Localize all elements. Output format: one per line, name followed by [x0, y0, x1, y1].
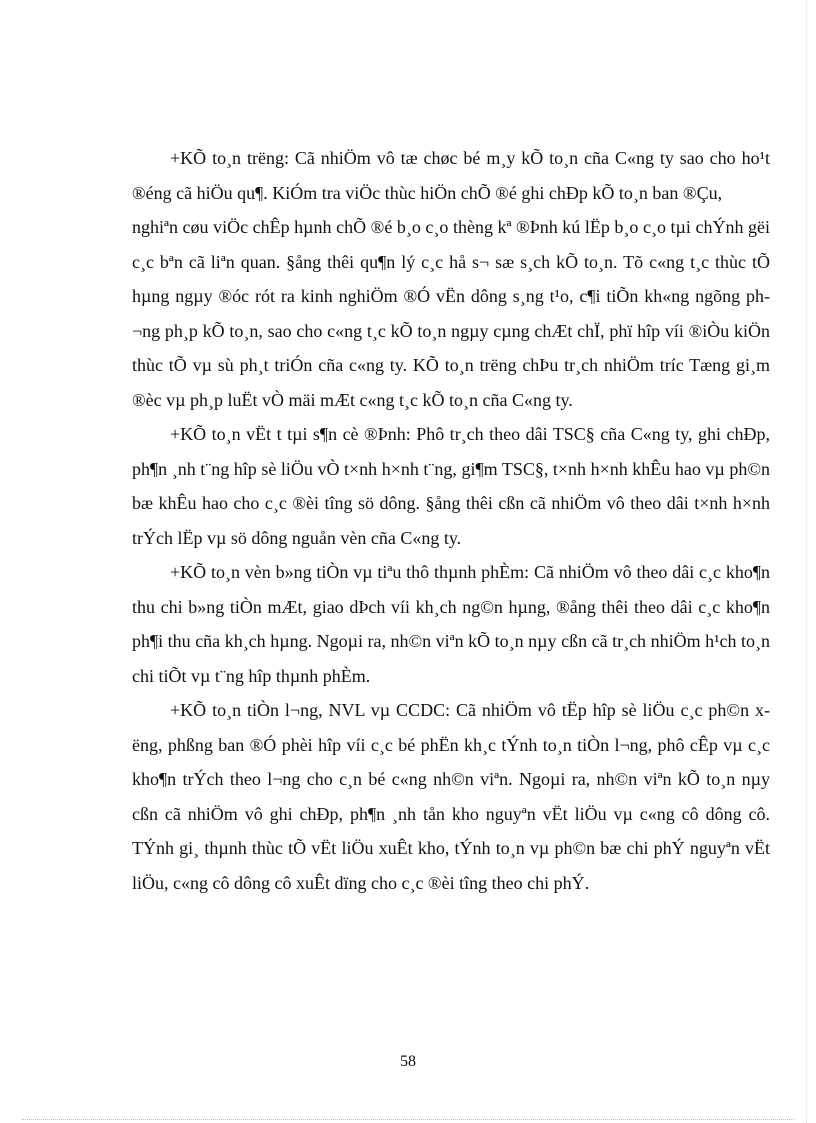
paragraph-payroll-materials-accountant: +KÕ to¸n tiÒn l¬ng, NVL vµ CCDC: Cã nhiÖm vô tËp hîp sè liÖu c¸c ph©n xëng, phßng ban ®Ó phèi hîp víi c¸c bé phËn kh¸c tÝnh to¸n tiÒn l¬ng, phô cÊp vµ c¸c kho¶n trÝch theo l¬ng cho c¸n bé c«ng nh©n viªn. Ngoµi ra, nh©n viªn kÕ to¸n nµy cßn cã nhiÖm vô ghi chÐp, ph¶n ¸nh tån kho nguyªn vËt liÖu vµ c«ng cô dông cô. TÝnh gi¸ thµnh thùc tÕ vËt liÖu xuÊt kho, tÝnh to¸n vµ ph©n bæ chi phÝ nguyªn vËt liÖu, c«ng cô dông cô xuÊt dïng cho c¸c ®èi tîng theo chi phÝ.	[132, 700, 770, 893]
paragraph-fixed-assets-accountant: +KÕ to¸n vËt t tµi s¶n cè ®Þnh: Phô tr¸ch theo dâi TSC§ cña C«ng ty, ghi chÐp, ph¶n ¸nh t¨ng hîp sè liÖu vÒ t×nh h×nh t¨ng, gi¶m TSC§, t×nh h×nh khÊu hao vµ ph©n bæ khÊu hao cho c¸c ®èi tîng sö dông. §ång thêi cßn cã nhiÖm vô theo dâi t×nh h×nh trÝch lËp vµ sö dông nguån vèn cña C«ng ty.	[132, 424, 770, 548]
page-number: 58	[400, 1053, 416, 1070]
body-text	[132, 141, 770, 900]
page-bottom-rule	[22, 1119, 794, 1120]
page-edge-rule	[806, 0, 807, 1123]
paragraph-chief-accountant: +KÕ to¸n trëng: Cã nhiÖm vô tæ chøc bé m¸y kÕ to¸n cña C«ng ty sao cho ho¹t ®éng cã hiÖu qu¶. KiÓm tra viÖc thùc hiÖn chÕ ®é ghi chÐp kÕ to¸n ban ®Çu,	[132, 148, 770, 203]
paragraph-chief-accountant-continued: nghiªn cøu viÖc chÊp hµnh chÕ ®é b¸o c¸o thèng kª ®Þnh kú lËp b¸o c¸o tµi chÝnh gëi c¸c bªn cã liªn quan. §ång thêi qu¶n lý c¸c hå s¬ sæ s¸ch kÕ to¸n. Tõ c«ng t¸c thùc tÕ hµng ngµy ®óc rót ra kinh nghiÖm ®Ó vËn dông s¸ng t¹o, c¶i tiÕn kh«ng ngõng ph¬ng ph¸p kÕ to¸n, sao cho c«ng t¸c kÕ to¸n ngµy cµng chÆt chÏ, phï hîp víi ®iÒu kiÖn thùc tÕ vµ sù ph¸t triÓn cña c«ng ty. KÕ to¸n trëng chÞu tr¸ch nhiÖm tríc Tæng gi¸m ®èc vµ ph¸p luËt vÒ mäi mÆt c«ng t¸c kÕ to¸n cña C«ng ty.	[132, 217, 770, 410]
paragraph-cash-sales-accountant: +KÕ to¸n vèn b»ng tiÒn vµ tiªu thô thµnh phÈm: Cã nhiÖm vô theo dâi c¸c kho¶n thu chi b»ng tiÒn mÆt, giao dÞch víi kh¸ch ng©n hµng, ®ång thêi theo dâi c¸c kho¶n ph¶i thu cña kh¸ch hµng. Ngoµi ra, nh©n viªn kÕ to¸n nµy cßn cã tr¸ch nhiÖm h¹ch to¸n chi tiÕt vµ t¨ng hîp thµnh phÈm.	[132, 562, 770, 686]
